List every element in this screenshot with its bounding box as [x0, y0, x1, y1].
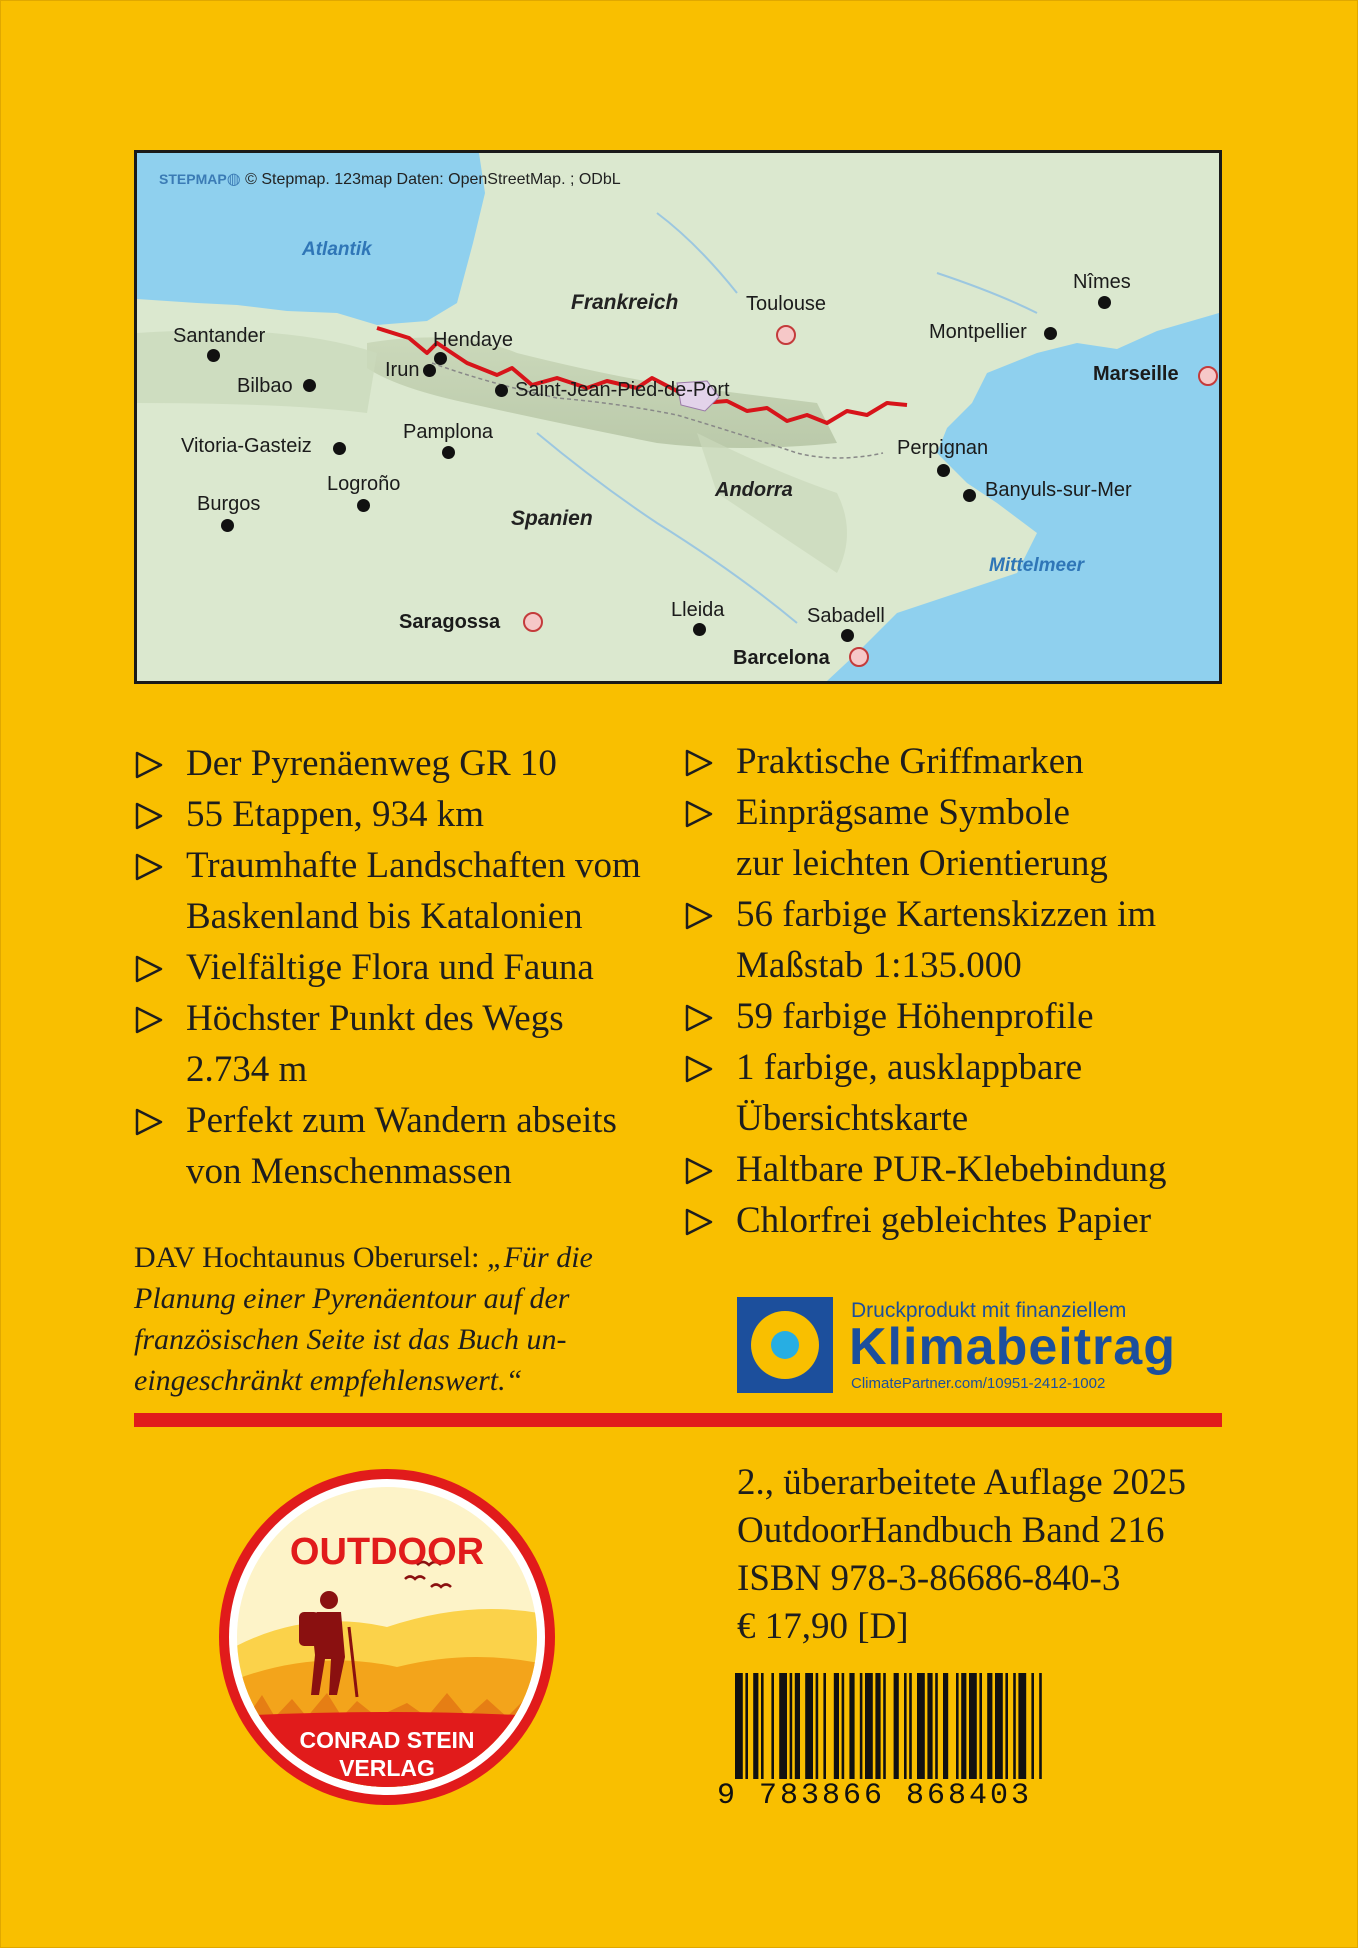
- sea-mittelmeer: Mittelmeer: [989, 555, 1085, 576]
- city-marseille: Marseille: [1093, 363, 1179, 385]
- city-marker-vitoria: [333, 442, 346, 455]
- quote-text: „Für die Planung einer Pyrenäentour auf der französischen Seite ist das Buch uneingeschränkt empfehlenswert.“: [134, 1241, 593, 1397]
- triangle-bullet-icon: [134, 1005, 164, 1035]
- feature-item: [684, 787, 1244, 889]
- feature-text: Der Pyrenäenweg GR 10: [186, 743, 557, 784]
- city-marker-burgos: [221, 519, 234, 532]
- city-marker-logrono: [357, 499, 370, 512]
- edition: 2., überarbeitete Auflage 2025: [737, 1462, 1186, 1503]
- feature-text: von Menschenmassen: [186, 1151, 512, 1192]
- feature-text: Maßstab 1:135.000: [736, 945, 1022, 986]
- feature-text: Einprägsame Symbole: [736, 792, 1070, 833]
- region-andorra: Andorra: [715, 479, 793, 501]
- city-santander: Santander: [173, 325, 266, 347]
- sea-atlantik: Atlantik: [302, 239, 372, 260]
- city-marker-bilbao: [303, 379, 316, 392]
- triangle-bullet-icon: [684, 1003, 714, 1033]
- feature-text: Haltbare PUR-Klebebindung: [736, 1149, 1167, 1190]
- city-marker-saint-jean: [495, 384, 508, 397]
- city-marker-perpignan: [937, 464, 950, 477]
- city-vitoria: Vitoria-Gasteiz: [181, 435, 312, 457]
- feature-text: Perfekt zum Wandern abseits: [186, 1100, 617, 1141]
- city-logrono: Logroño: [327, 473, 401, 495]
- city-marker-lleida: [693, 623, 706, 636]
- feature-item: [134, 993, 674, 1095]
- triangle-bullet-icon: [134, 852, 164, 882]
- city-pamplona: Pamplona: [403, 421, 494, 443]
- city-lleida: Lleida: [671, 599, 725, 621]
- stepmap-logo: STEPMAP: [159, 171, 227, 187]
- feature-item: [684, 991, 1244, 1042]
- climate-top-text: Druckprodukt mit finanziellem: [851, 1299, 1127, 1322]
- review-quote: [134, 1237, 654, 1401]
- city-barcelona: Barcelona: [733, 647, 830, 669]
- outdoor-badge: [217, 1467, 557, 1807]
- barcode-bars: [717, 1673, 1117, 1789]
- city-marker-barcelona: [849, 647, 869, 667]
- route-map: [134, 150, 1222, 684]
- feature-item: [684, 1195, 1244, 1246]
- city-marker-pamplona: [442, 446, 455, 459]
- city-marker-saragossa: [523, 612, 543, 632]
- badge-title: OUTDOOR: [289, 1531, 485, 1573]
- barcode-digits: 9 783866 868403: [717, 1779, 1117, 1813]
- city-marker-irun: [423, 364, 436, 377]
- region-spanien: Spanien: [511, 507, 593, 530]
- feature-text: Traumhafte Landschaften vom: [186, 845, 641, 886]
- region-frankreich: Frankreich: [571, 291, 679, 314]
- quote-source: DAV Hochtaunus Oberursel:: [134, 1241, 488, 1274]
- feature-text: Praktische Griffmarken: [736, 741, 1084, 782]
- feature-text: 55 Etappen, 934 km: [186, 794, 485, 835]
- feature-list-left: [134, 738, 674, 1197]
- red-divider: [134, 1413, 1222, 1427]
- triangle-bullet-icon: [134, 750, 164, 780]
- feature-item: [684, 889, 1244, 991]
- price: € 17,90 [D]: [737, 1606, 909, 1647]
- feature-item: [134, 789, 674, 840]
- city-irun: Irun: [385, 359, 420, 381]
- series: OutdoorHandbuch Band 216: [737, 1510, 1165, 1551]
- triangle-bullet-icon: [684, 1156, 714, 1186]
- map-credit: [159, 169, 621, 189]
- feature-item: [134, 942, 674, 993]
- feature-text: 59 farbige Höhenprofile: [736, 996, 1094, 1037]
- feature-item: [684, 1144, 1244, 1195]
- city-marker-toulouse: [776, 325, 796, 345]
- feature-list-right: [684, 736, 1244, 1246]
- feature-text: 56 farbige Kartenskizzen im: [736, 894, 1157, 935]
- triangle-bullet-icon: [684, 748, 714, 778]
- climate-main-text: Klimabeitrag: [849, 1318, 1176, 1376]
- triangle-bullet-icon: [134, 801, 164, 831]
- city-marker-sabadell: [841, 629, 854, 642]
- city-banyuls: Banyuls-sur-Mer: [985, 479, 1132, 501]
- feature-text: 2.734 m: [186, 1049, 308, 1090]
- city-toulouse: Toulouse: [746, 293, 827, 315]
- city-marker-hendaye: [434, 352, 447, 365]
- feature-text: Höchster Punkt des Wegs: [186, 998, 564, 1039]
- climate-partner-badge: [737, 1297, 1227, 1395]
- city-burgos: Burgos: [197, 493, 261, 515]
- isbn-barcode: [717, 1673, 1117, 1813]
- city-perpignan: Perpignan: [897, 437, 989, 459]
- city-marker-marseille: [1198, 366, 1218, 386]
- triangle-bullet-icon: [134, 1107, 164, 1137]
- feature-text: Übersichtskarte: [736, 1098, 969, 1139]
- feature-text: 1 farbige, ausklappbare: [736, 1047, 1083, 1088]
- city-marker-montpellier: [1044, 327, 1057, 340]
- badge-publisher-line2: VERLAG: [339, 1755, 435, 1781]
- triangle-bullet-icon: [134, 954, 164, 984]
- badge-publisher-line1: CONRAD STEIN: [299, 1727, 475, 1753]
- feature-item: [134, 840, 674, 942]
- city-montpellier: Montpellier: [929, 321, 1027, 343]
- feature-text: Chlorfrei gebleichtes Papier: [736, 1200, 1152, 1241]
- city-saragossa: Saragossa: [399, 611, 501, 633]
- triangle-bullet-icon: [684, 799, 714, 829]
- city-marker-santander: [207, 349, 220, 362]
- publication-info: [737, 1459, 1186, 1651]
- globe-icon: ◍: [226, 171, 241, 188]
- triangle-bullet-icon: [684, 1054, 714, 1084]
- triangle-bullet-icon: [684, 1207, 714, 1237]
- climate-url: ClimatePartner.com/10951-2412-1002: [851, 1375, 1106, 1392]
- city-marker-banyuls: [963, 489, 976, 502]
- city-marker-nimes: [1098, 296, 1111, 309]
- city-sabadell: Sabadell: [807, 605, 885, 627]
- feature-text: Vielfältige Flora und Fauna: [186, 947, 594, 988]
- feature-text: zur leichten Orientierung: [736, 843, 1108, 884]
- feature-item: [684, 736, 1244, 787]
- city-nimes: Nîmes: [1073, 271, 1131, 293]
- triangle-bullet-icon: [684, 901, 714, 931]
- feature-text: Baskenland bis Katalonien: [186, 896, 583, 937]
- climate-partner-logo-icon: [737, 1297, 833, 1393]
- feature-item: [134, 738, 674, 789]
- feature-item: [684, 1042, 1244, 1144]
- isbn: ISBN 978-3-86686-840-3: [737, 1558, 1121, 1599]
- city-hendaye: Hendaye: [433, 329, 514, 351]
- feature-item: [134, 1095, 674, 1197]
- city-bilbao: Bilbao: [237, 375, 293, 397]
- map-credit-text: © Stepmap. 123map Daten: OpenStreetMap. ; ODbL: [245, 171, 621, 188]
- city-saint-jean: Saint-Jean-Pied-de-Port: [515, 379, 730, 401]
